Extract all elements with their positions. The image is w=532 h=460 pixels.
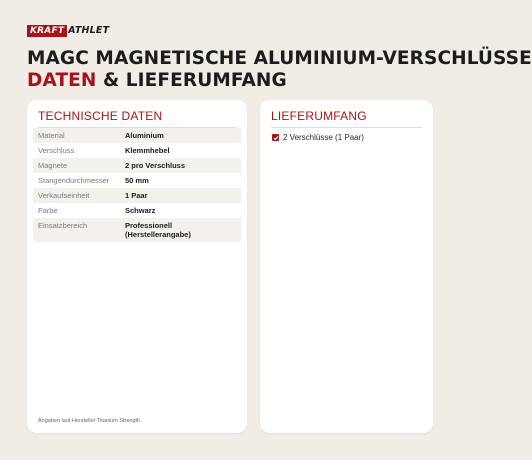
table-row [33,203,241,218]
spec-value: 50 mm [125,176,149,185]
logo-box-text: KRAFT [27,25,67,37]
specs-card-title: TECHNISCHE DATEN [38,109,163,123]
table-row [33,218,241,242]
table-row [33,158,241,173]
spec-key: Einsatzbereich [33,218,120,242]
table-row [33,188,241,203]
scope-card [260,100,433,433]
specs-footnote: Angaben laut Hersteller Titanium Strength. [38,418,142,424]
spec-key: Verkaufseinheit [33,188,120,203]
scope-card-title: LIEFERUMFANG [271,109,367,123]
headline-line-2 [27,70,447,92]
specs-table [33,128,241,242]
table-row [33,128,241,143]
spec-value: 2 pro Verschluss [120,158,241,173]
brand-logo [27,25,109,37]
spec-key: Material [33,128,120,143]
spec-value: Professionell (Herstellerangabe) [120,218,241,242]
spec-value: Schwarz [125,206,156,215]
spec-value: 1 Paar [120,188,241,203]
page-headline [27,48,532,92]
spec-key: Farbe [38,206,58,215]
checkbox-checked-icon [272,134,279,141]
headline-line-1: MAGC MAGNETISCHE ALUMINIUM-VERSCHLÜSSE [27,48,532,69]
spec-key: Magnete [33,158,120,173]
table-row [33,173,241,188]
spec-value: Klemmhebel [125,146,170,155]
headline-rest: & LIEFERUMFANG [96,70,287,91]
spec-value: Aluminium [120,128,241,143]
scope-card-divider [271,127,422,128]
spec-key: Stangendurchmesser [38,176,110,185]
scope-item-label: 2 Verschlüsse (1 Paar) [283,133,364,142]
list-item [272,133,364,142]
spec-key: Verschluss [38,146,75,155]
headline-accent: DATEN [27,70,97,91]
table-row [33,143,241,158]
logo-rest-text: ATHLET [68,25,110,36]
